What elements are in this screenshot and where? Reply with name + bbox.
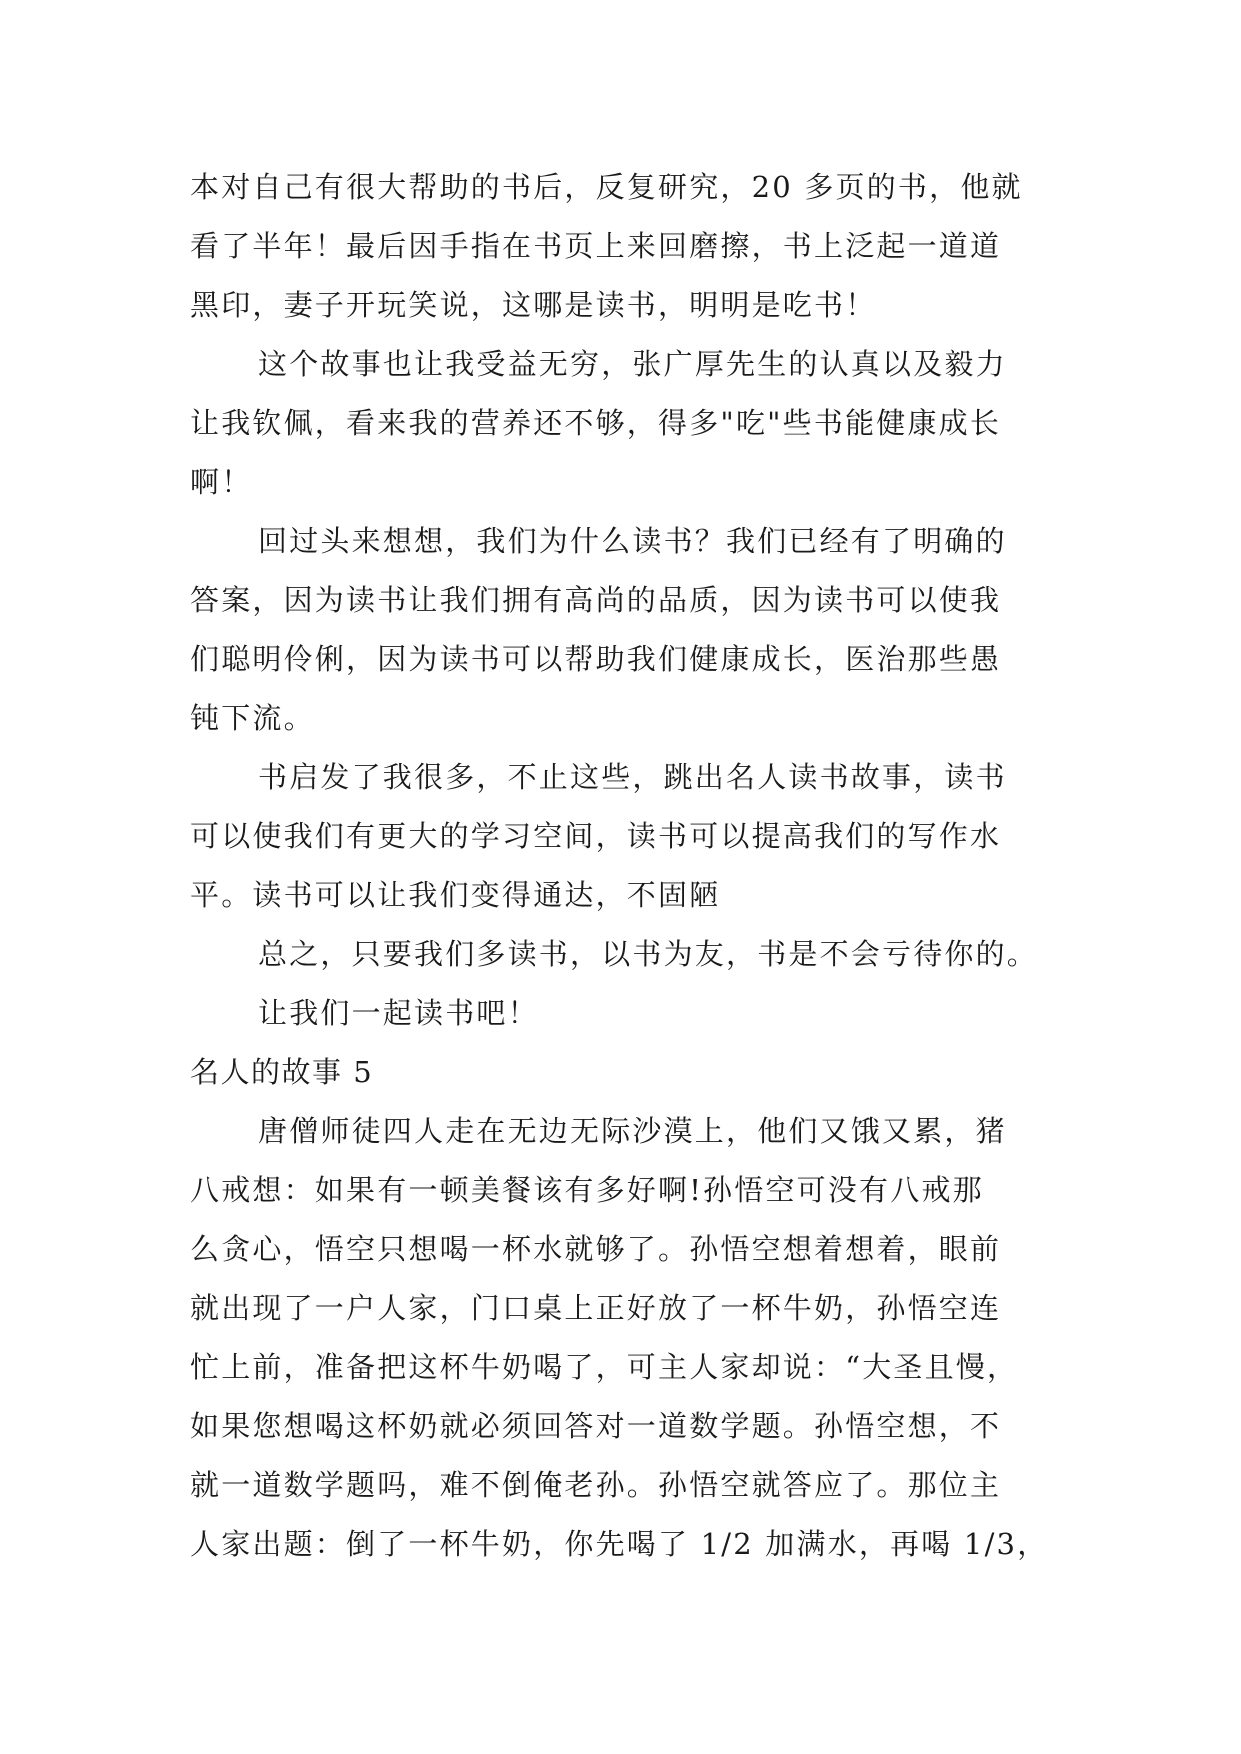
text-line: 可以使我们有更大的学习空间，读书可以提高我们的写作水 xyxy=(190,819,1002,853)
text-line: 回过头来想想，我们为什么读书？我们已经有了明确的 xyxy=(258,524,1007,558)
paragraph-closing xyxy=(190,984,1050,1043)
text-line: 唐僧师徒四人走在无边无际沙漠上，他们又饿又累，猪 xyxy=(258,1114,1007,1148)
paragraph-continued-story xyxy=(190,158,1050,335)
text-line: 看了半年！最后因手指在书页上来回磨擦，书上泛起一道道 xyxy=(190,229,1002,263)
text-line: 钝下流。 xyxy=(190,701,315,735)
text-line: 黑印，妻子开玩笑说，这哪是读书，明明是吃书！ xyxy=(190,288,877,322)
text-line: 书启发了我很多，不止这些，跳出名人读书故事，读书 xyxy=(258,760,1007,794)
paragraph-inspiration xyxy=(190,335,1050,512)
text-line: 答案，因为读书让我们拥有高尚的品质，因为读书可以使我 xyxy=(190,583,1002,617)
text-line: 就出现了一户人家，门口桌上正好放了一杯牛奶，孙悟空连 xyxy=(190,1291,1002,1325)
text-line: 忙上前，准备把这杯牛奶喝了，可主人家却说：“大圣且慢， xyxy=(190,1350,1019,1384)
text-line: 啊！ xyxy=(190,465,253,499)
text-line: 们聪明伶俐，因为读书可以帮助我们健康成长，医治那些愚 xyxy=(190,642,1002,676)
text-line: 平。读书可以让我们变得通达，不固陋 xyxy=(190,878,721,912)
paragraph-books-inspire xyxy=(190,748,1050,925)
text-line: 么贪心，悟空只想喝一杯水就够了。孙悟空想着想着，眼前 xyxy=(190,1232,1002,1266)
text-line: 让我钦佩，看来我的营养还不够，得多"吃"些书能健康成长 xyxy=(190,406,1002,440)
text-line: 就一道数学题吗，难不倒俺老孙。孙悟空就答应了。那位主 xyxy=(190,1468,1002,1502)
text-line: 八戒想：如果有一顿美餐该有多好啊!孙悟空可没有八戒那 xyxy=(190,1173,984,1207)
text-line: 总之，只要我们多读书，以书为友，书是不会亏待你的。 xyxy=(258,937,1039,971)
section-heading: 名人的故事 5 xyxy=(190,1055,374,1089)
text-line: 本对自己有很大帮助的书后，反复研究，20 多页的书，他就 xyxy=(190,170,1023,204)
paragraph-why-read xyxy=(190,512,1050,748)
text-line: 这个故事也让我受益无穷，张广厚先生的认真以及毅力 xyxy=(258,347,1007,381)
paragraph-story-5 xyxy=(190,1102,1050,1574)
text-line: 如果您想喝这杯奶就必须回答对一道数学题。孙悟空想，不 xyxy=(190,1409,1002,1443)
text-line: 让我们一起读书吧！ xyxy=(258,996,539,1030)
document-body xyxy=(190,158,1050,1574)
paragraph-summary xyxy=(190,925,1050,984)
text-line: 人家出题：倒了一杯牛奶，你先喝了 1/2 加满水，再喝 1/3， xyxy=(190,1527,1049,1561)
